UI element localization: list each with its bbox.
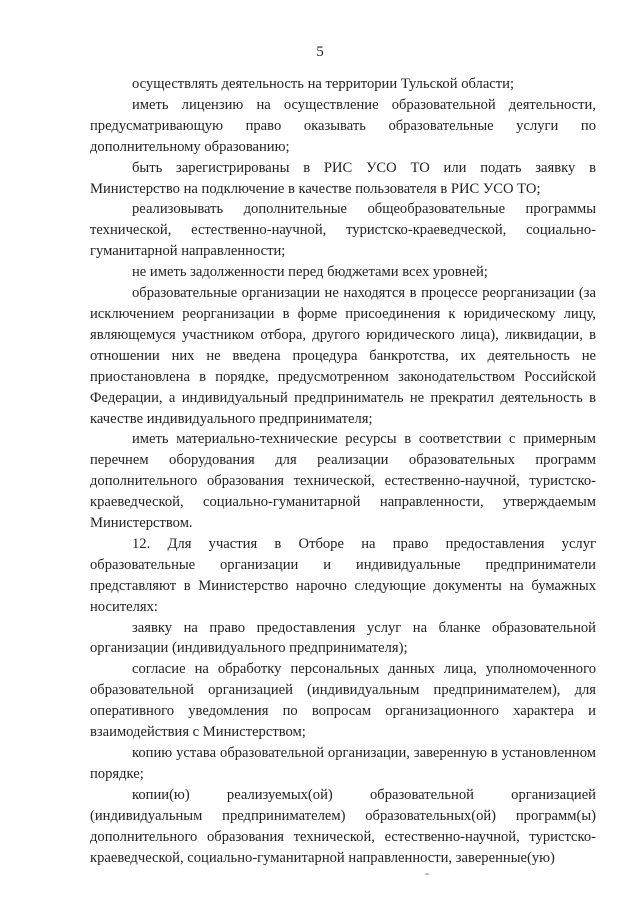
paragraph-3: быть зарегистрированы в РИС УСО ТО или подать заявку в Министерство на подключение в качестве пользователя в РИС УСО ТО;: [90, 159, 596, 197]
paragraph-8: 12. Для участия в Отборе на право предоставления услуг образовательные организации и индивидуальные предприниматели представляют в Министерство нарочно следующие документы на бумажных носителях:: [90, 535, 596, 615]
paragraph-11: копию устава образовательной организации, заверенную в установленном порядке;: [90, 745, 596, 782]
paragraph-1: осуществлять деятельность на территории Тульской области;: [132, 76, 515, 92]
paragraph-12: копии(ю) реализуемых(ой) образовательной организацией (индивидуальным предпринимателем) образовательных(ой) программ(ы) дополнительного образования технической, естественно-научной, туристско-краеведческой, социально-гуманитарной направленности, заверенные(ую): [90, 786, 596, 866]
paragraph-6: образовательные организации не находятся в процессе реорганизации (за исключением реорганизации в форме присоединения к юридическому лицу, являющемуся участником отбора, другого юридического лица), ликвидации, в отношении них не введена процедура банкротства, их деятельность не приостановлена в порядке, предусмотренном законодательством Российской Федерации, а индивидуальный предприниматель не прекратил деятельность в качестве индивидуального предпринимателя;: [90, 285, 596, 427]
paragraph-9: заявку на право предоставления услуг на бланке образовательной организации (индивидуального предпринимателя);: [90, 619, 596, 657]
paragraph-7: иметь материально-технические ресурсы в соответствии с примерным перечнем оборудования для реализации образовательных программ дополнительного образования технической, естественно-научной, туристско-краеведческой, социально-гуманитарной направленности, утверждаемым Министерством.: [90, 431, 596, 532]
document-body: [90, 74, 596, 868]
page-number: 5: [316, 44, 324, 60]
paragraph-5: не иметь задолженности перед бюджетами всех уровней;: [132, 264, 488, 281]
paragraph-2: иметь лицензию на осуществление образовательной деятельности, предусматривающую право оказывать образовательные услуги по дополнительному образованию;: [90, 96, 596, 155]
scan-mark: -: [425, 866, 429, 880]
paragraph-10: согласие на обработку персональных данных лица, уполномоченного образовательной организацией (индивидуальным предпринимателем), для оперативного уведомления по вопросам организационного характера и взаимодействия с Министерством;: [90, 661, 596, 741]
paragraph-4: реализовывать дополнительные общеобразовательные программы технической, естественно-научной, туристско-краеведческой, социально-гуманитарной направленности;: [90, 201, 596, 260]
